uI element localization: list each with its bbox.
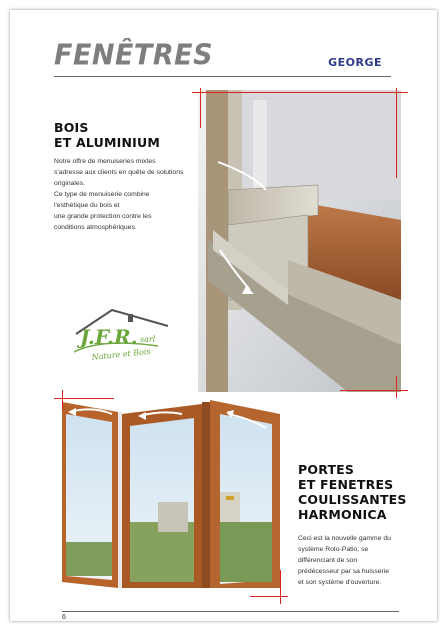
body-line: Ce type de menuiserie combine <box>54 191 150 198</box>
section1-heading-line: ET ALUMINIUM <box>54 135 160 150</box>
body-line: Ceci est la nouvelle gamme du <box>298 535 391 542</box>
header-rule <box>54 76 391 77</box>
section2-heading-line: COULISSANTES <box>298 492 407 507</box>
svg-text:Nature et Bois: Nature et Bois <box>91 346 151 362</box>
section1-body <box>54 156 183 233</box>
folding-doors-photo <box>62 392 288 598</box>
brand-name: GEORGE <box>328 56 382 69</box>
red-corner-mark <box>250 596 288 597</box>
section2-heading-line: PORTES <box>298 462 355 477</box>
red-corner-mark <box>340 390 408 391</box>
footer-rule <box>62 611 399 612</box>
red-corner-mark <box>192 92 408 93</box>
body-line: l'esthétique du bois et <box>54 202 120 209</box>
red-corner-mark <box>280 570 281 604</box>
body-line: Notre offre de menuiseries mixtes <box>54 158 156 165</box>
window-profile-photo <box>198 90 401 392</box>
red-corner-mark <box>200 88 201 128</box>
svg-text:J.F.R.: J.F.R. <box>80 325 138 349</box>
page-number: 6 <box>62 614 66 621</box>
section2-heading <box>298 462 407 522</box>
body-line: et son système d'ouverture. <box>298 579 382 586</box>
body-line: prédécesseur par sa huisserie <box>298 568 390 575</box>
section1-heading <box>54 120 160 150</box>
section1-heading-line: BOIS <box>54 120 89 135</box>
body-line: conditions atmosphériques. <box>54 224 137 231</box>
section2-heading-line: ET FENETRES <box>298 477 394 492</box>
jfr-logo <box>72 308 180 370</box>
section2-body <box>298 533 391 588</box>
svg-text:sarl: sarl <box>140 335 156 344</box>
red-corner-mark <box>396 88 397 178</box>
red-corner-mark <box>396 376 397 398</box>
body-line: s'adresse aux clients en quête de solutions <box>54 169 184 176</box>
page-title: FENÊTRES <box>54 39 214 72</box>
red-corner-mark <box>54 398 114 399</box>
body-line: une grande protection contre les <box>54 213 152 220</box>
body-line: système Roto-Patio, se <box>298 546 369 553</box>
red-corner-mark <box>62 390 63 410</box>
section2-heading-line: HARMONICA <box>298 507 387 522</box>
page <box>10 10 437 621</box>
body-line: différenciant de son <box>298 557 358 564</box>
body-line: originales. <box>54 180 85 187</box>
